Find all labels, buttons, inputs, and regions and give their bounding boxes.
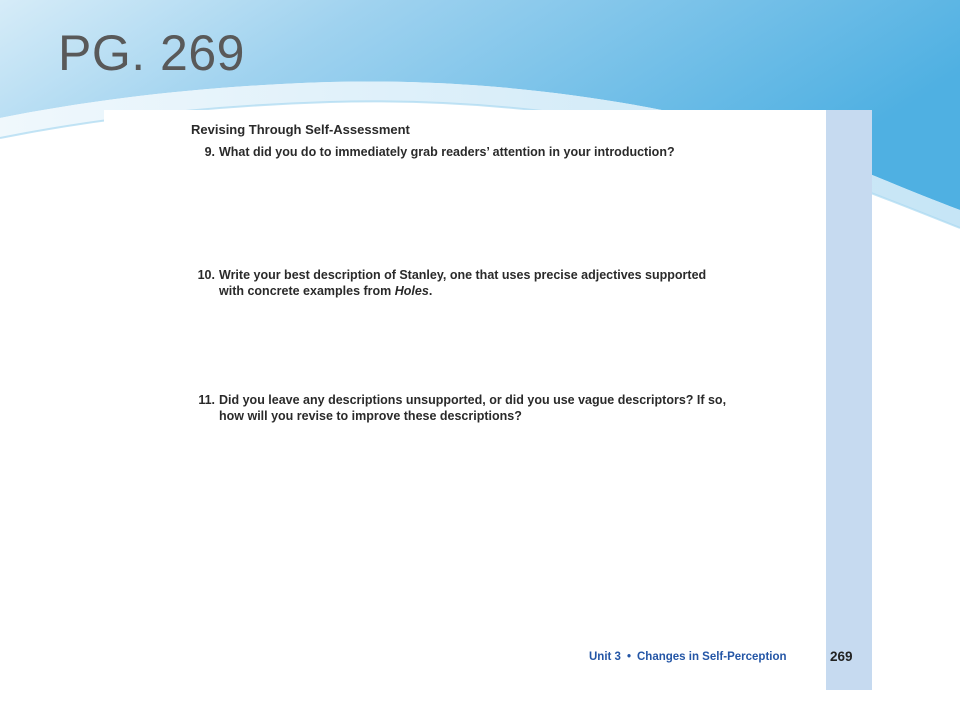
question-9 xyxy=(191,144,731,160)
page-number: 269 xyxy=(830,649,853,664)
question-text: What did you do to immediately grab readers’ attention in your introduction? xyxy=(219,145,675,159)
question-number: 10. xyxy=(197,268,215,282)
question-text: Did you leave any descriptions unsupported, or did you use vague descriptors? If so, how will you revise to improve these descriptions? xyxy=(219,393,727,423)
footer-bullet: • xyxy=(626,651,631,663)
footer-unit: Unit 3 xyxy=(589,651,621,663)
question-11 xyxy=(191,392,731,424)
question-text-end: . xyxy=(428,284,433,298)
question-10 xyxy=(191,267,731,299)
slide-title: PG. 269 xyxy=(58,25,245,81)
section-heading: Revising Through Self-Assessment xyxy=(191,122,410,137)
question-number: 11. xyxy=(198,393,215,407)
page-margin-strip xyxy=(826,110,872,690)
question-number: 9. xyxy=(204,145,215,159)
page-footer xyxy=(589,651,787,663)
textbook-page xyxy=(104,110,872,690)
book-title: Holes xyxy=(394,284,429,298)
footer-unit-title: Changes in Self-Perception xyxy=(636,651,787,663)
question-text-part: Write your best description of Stanley, one that uses precise adjectives supported with concrete examples from xyxy=(219,268,707,298)
question-text xyxy=(219,267,731,299)
